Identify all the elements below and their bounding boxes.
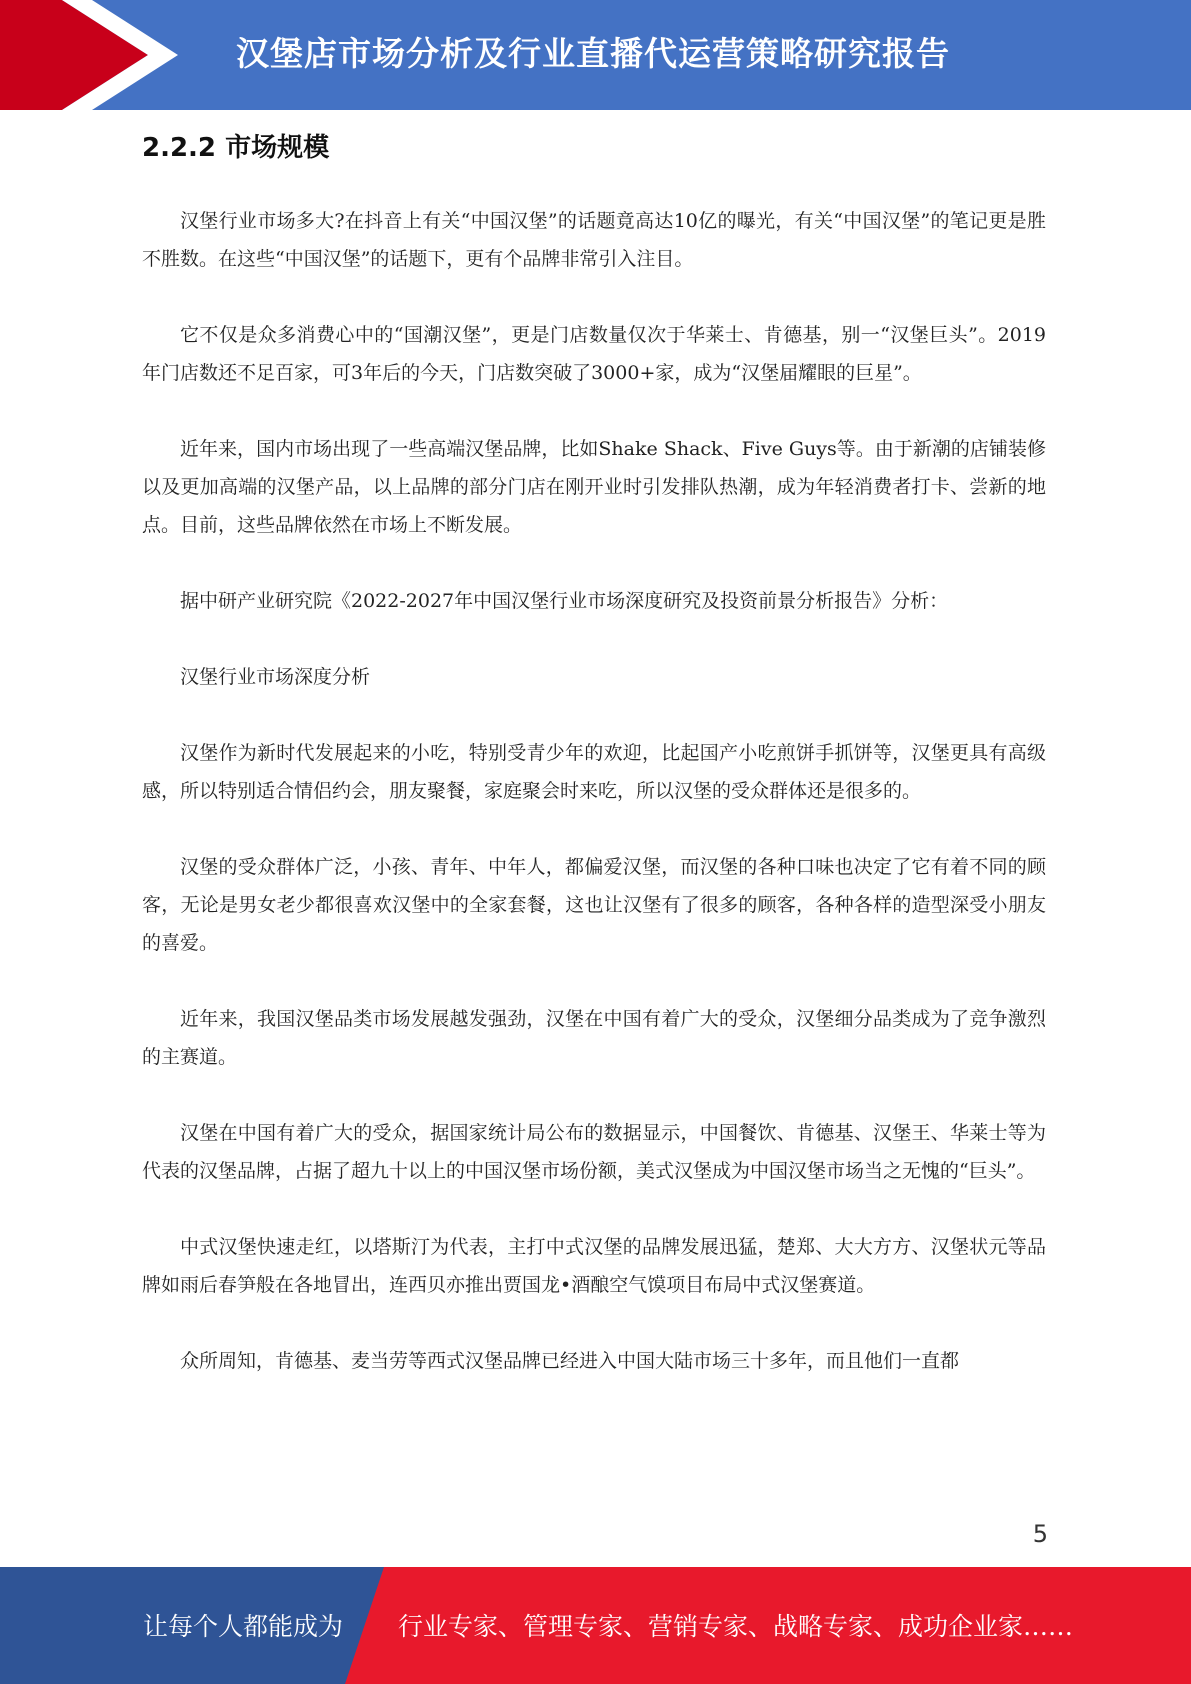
page-footer: [0, 1567, 1191, 1684]
paragraph: 汉堡在中国有着广大的受众，据国家统计局公布的数据显示，中国餐饮、肯德基、汉堡王、华莱士等为代表的汉堡品牌，占据了超九十以上的中国汉堡市场份额，美式汉堡成为中国汉堡市场当之无愧的“巨头”。: [142, 1122, 1046, 1182]
page-header: [0, 0, 1191, 110]
report-title: 汉堡店市场分析及行业直播代运营策略研究报告: [236, 34, 950, 73]
paragraph: 汉堡行业市场深度分析: [180, 666, 371, 688]
paragraph: 中式汉堡快速走红，以塔斯汀为代表，主打中式汉堡的品牌发展迅猛，楚郑、大大方方、汉堡状元等品牌如雨后春笋般在各地冒出，连西贝亦推出贾国龙•酒酿空气馍项目布局中式汉堡赛道。: [142, 1236, 1046, 1296]
paragraph: 据中研产业研究院《2022-2027年中国汉堡行业市场深度研究及投资前景分析报告》分析：: [180, 590, 949, 612]
paragraph: 近年来，我国汉堡品类市场发展越发强劲，汉堡在中国有着广大的受众，汉堡细分品类成为了竞争激烈的主赛道。: [142, 1008, 1046, 1068]
page-number: 5: [1032, 1520, 1048, 1548]
section-heading: 2.2.2 市场规模: [142, 133, 330, 163]
paragraph: 近年来，国内市场出现了一些高端汉堡品牌，比如Shake Shack、Five Guys等。由于新潮的店铺装修以及更加高端的汉堡产品，以上品牌的部分门店在刚开业时引发排队热潮，成为年轻消费者打卡、尝新的地点。目前，这些品牌依然在市场上不断发展。: [142, 438, 1046, 536]
paragraph: 众所周知，肯德基、麦当劳等西式汉堡品牌已经进入中国大陆市场三十多年，而且他们一直都: [180, 1350, 960, 1372]
footer-slogan-left: 让每个人都能成为: [143, 1612, 344, 1641]
main-content: [142, 128, 1046, 1418]
footer-slogan-right: 行业专家、管理专家、营销专家、战略专家、成功企业家……: [398, 1612, 1074, 1641]
paragraph: 汉堡的受众群体广泛，小孩、青年、中年人，都偏爱汉堡，而汉堡的各种口味也决定了它有着不同的顾客，无论是男女老少都很喜欢汉堡中的全家套餐，这也让汉堡有了很多的顾客，各种各样的造型深受小朋友的喜爱。: [142, 856, 1046, 954]
paragraph: 汉堡行业市场多大?在抖音上有关“中国汉堡”的话题竟高达10亿的曝光，有关“中国汉堡”的笔记更是胜不胜数。在这些“中国汉堡”的话题下，更有个品牌非常引入注目。: [142, 210, 1046, 270]
paragraph: 它不仅是众多消费心中的“国潮汉堡”，更是门店数量仅次于华莱士、肯德基，别一“汉堡巨头”。2019年门店数还不足百家，可3年后的今天，门店数突破了3000+家，成为“汉堡届耀眼的巨星”。: [142, 324, 1046, 384]
paragraph: 汉堡作为新时代发展起来的小吃，特别受青少年的欢迎，比起国产小吃煎饼手抓饼等，汉堡更具有高级感，所以特别适合情侣约会，朋友聚餐，家庭聚会时来吃，所以汉堡的受众群体还是很多的。: [142, 742, 1046, 802]
